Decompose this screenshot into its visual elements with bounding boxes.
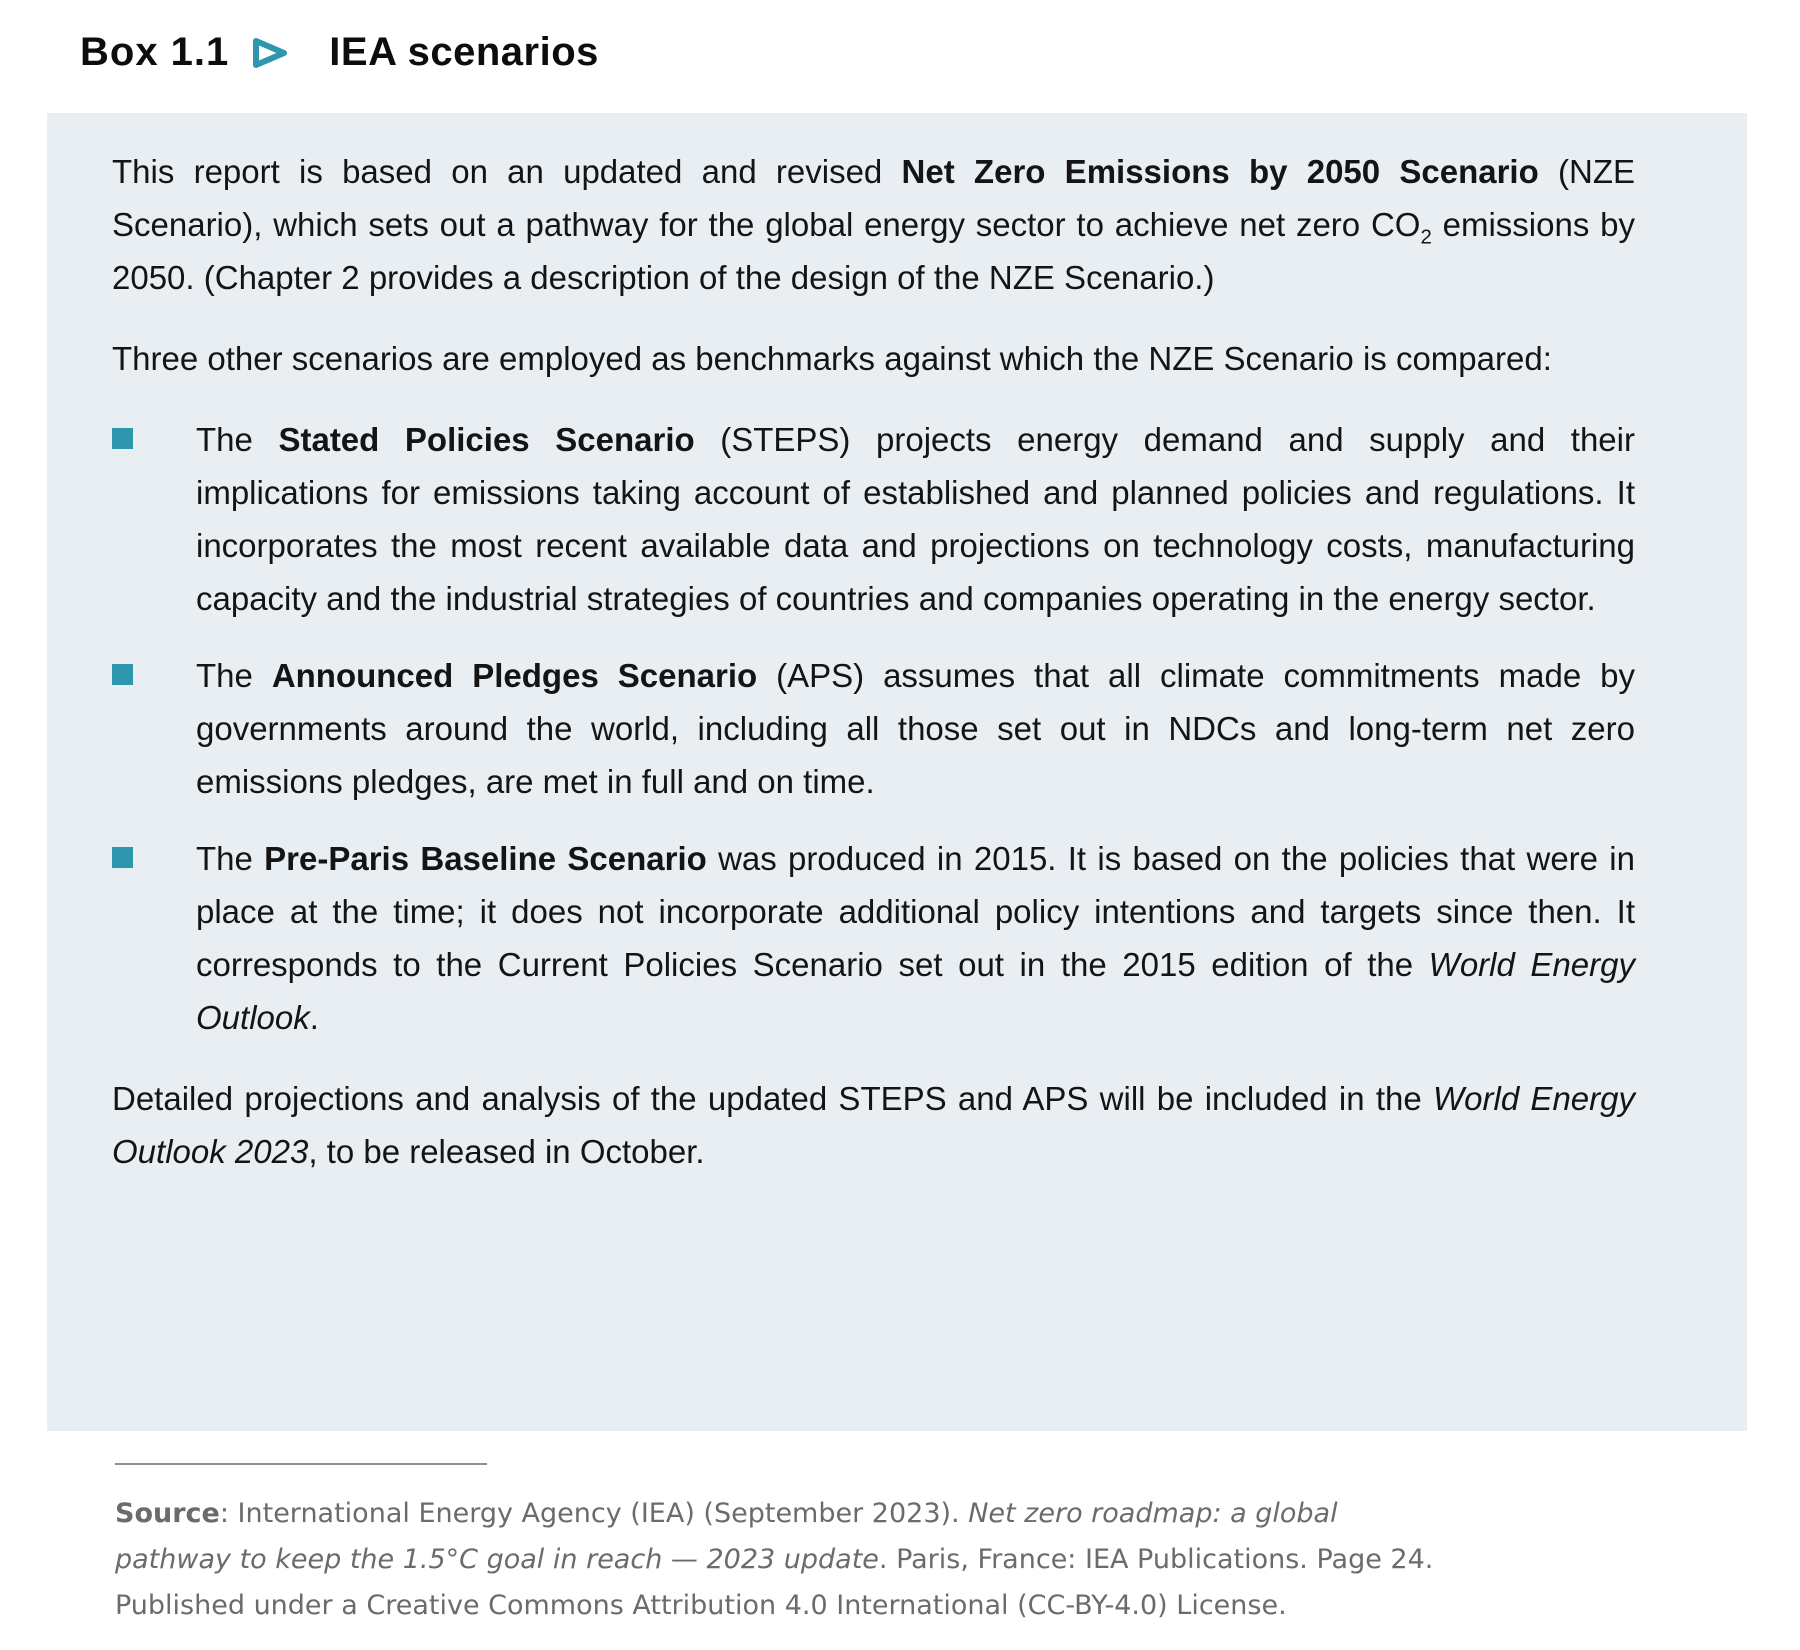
source-text: Source: International Energy Agency (IEA) (September 2023). Net zero roadmap: a global pathway to keep the 1.5°C goal in reach — 2023 update. Paris, France: IEA Publications. Page 24. Published under a Creative Commons Attribution 4.0 International (CC-BY-4.0) License. xyxy=(115,1498,1434,1621)
scenario-box xyxy=(47,113,1747,1431)
box-heading: IEA scenarios xyxy=(329,30,599,74)
bullet-item-pre-paris xyxy=(112,832,1635,1044)
intro-paragraph: This report is based on an updated and revised Net Zero Emissions by 2050 Scenario (NZE Scenario), which sets out a pathway for the global energy sector to achieve net zero $CO_2$ emissions by 2050. (Chapter 2 provides a description of the design of the NZE Scenario.) xyxy=(112,153,1635,296)
bullet-text-aps: The Announced Pledges Scenario (APS) assumes that all climate commitments made by governments around the world, including all those set out in NDCs and long-term net zero emissions pledges, are met in full and on time. xyxy=(196,657,1635,800)
box-title xyxy=(80,30,1800,75)
bullet-item-steps xyxy=(112,413,1635,625)
box-label: Box 1.1 xyxy=(80,30,230,74)
square-bullet-icon xyxy=(112,428,133,449)
bullet-item-aps xyxy=(112,649,1635,808)
source-note xyxy=(115,1463,1800,1629)
square-bullet-icon xyxy=(112,664,133,685)
benchmarks-paragraph: Three other scenarios are employed as benchmarks against which the NZE Scenario is compared: xyxy=(112,340,1552,377)
closing-paragraph: Detailed projections and analysis of the updated STEPS and APS will be included in the World Energy Outlook 2023, to be released in October. xyxy=(112,1080,1635,1170)
bullet-text-pre-paris: The Pre-Paris Baseline Scenario was produced in 2015. It is based on the policies that were in place at the time; it does not incorporate additional policy intentions and targets since then. It corresponds to the Current Policies Scenario set out in the 2015 edition of the World Energy Outlook. xyxy=(196,840,1635,1036)
source-divider xyxy=(115,1463,487,1465)
bullet-text-steps: The Stated Policies Scenario (STEPS) projects energy demand and supply and their implications for emissions taking account of established and planned policies and regulations. It incorporates the most recent available data and projections on technology costs, manufacturing capacity and the industrial strategies of countries and companies operating in the energy sector. xyxy=(196,421,1635,617)
right-triangle-icon xyxy=(249,36,291,70)
scenario-bullet-list xyxy=(112,413,1635,1044)
square-bullet-icon xyxy=(112,847,133,868)
